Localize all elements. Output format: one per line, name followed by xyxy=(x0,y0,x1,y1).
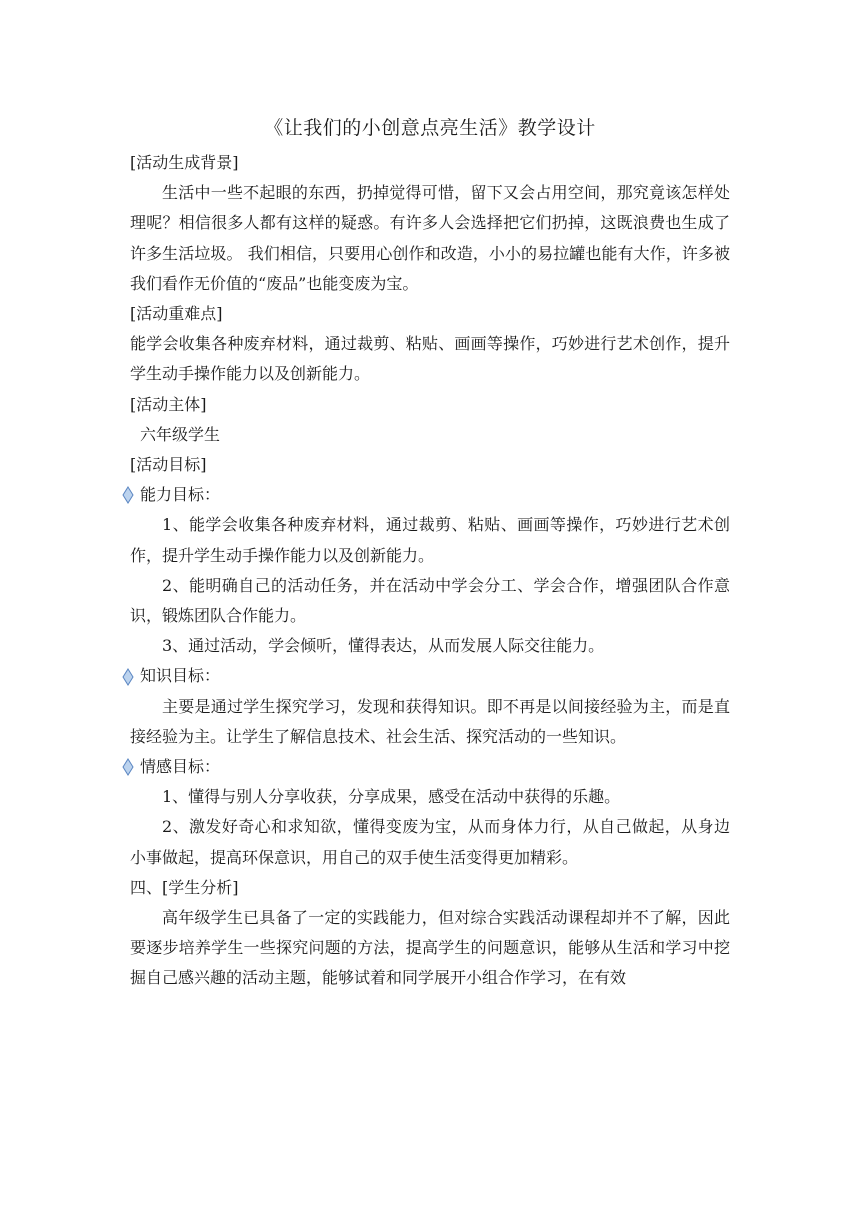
difficulty-heading: [活动重难点] xyxy=(130,304,223,324)
document-body xyxy=(130,114,730,994)
ability-item-2: 2、能明确自己的活动任务，并在活动中学会分工、学会合作，增强团队合作意识，锻炼团队合作能力。 xyxy=(130,575,730,626)
emotion-goal-label: 情感目标： xyxy=(140,757,221,777)
ability-item-3: 3、通过活动，学会倾听，懂得表达，从而发展人际交往能力。 xyxy=(162,636,605,656)
analysis-paragraph: 高年级学生已具备了一定的实践能力，但对综合实践活动课程却并不了解，因此要逐步培养学生一些探究问题的方法，提高学生的问题意识，能够从生活和学习中挖掘自己感兴趣的活动主题，能够试着和同学展开小组合作学习，在有效 xyxy=(130,908,730,988)
analysis-heading: 四、[学生分析] xyxy=(130,877,239,897)
background-paragraph: 生活中一些不起眼的东西，扔掉觉得可惜，留下又会占用空间，那究竟该怎样处理呢？相信很多人都有这样的疑惑。有许多人会选择把它们扔掉，这既浪费也生成了许多生活垃圾。 我们相信，只要用心创作和改造，小小的易拉罐也能有大作，许多被我们看作无价值的“废品”也能变废为宝。 xyxy=(130,183,730,293)
ability-item-1: 1、能学会收集各种废弃材料，通过裁剪、粘贴、画画等操作，巧妙进行艺术创作，提升学生动手操作能力以及创新能力。 xyxy=(130,515,730,565)
ability-goal-row xyxy=(130,480,730,510)
knowledge-paragraph: 主要是通过学生探究学习，发现和获得知识。即不再是以间接经验为主，而是直接经验为主。让学生了解信息技术、社会生活、探究活动的一些知识。 xyxy=(130,696,730,746)
diamond-bullet-icon xyxy=(122,668,134,686)
knowledge-goal-label: 知识目标： xyxy=(140,666,221,686)
subject-heading: [活动主体] xyxy=(130,394,207,414)
knowledge-goal-row xyxy=(130,661,730,691)
difficulty-paragraph: 能学会收集各种废弃材料，通过裁剪、粘贴、画画等操作，巧妙进行艺术创作，提升学生动手操作能力以及创新能力。 xyxy=(130,334,730,384)
diamond-bullet-icon xyxy=(122,486,134,504)
goals-heading: [活动目标] xyxy=(130,455,207,475)
subject-text: 六年级学生 xyxy=(140,424,221,444)
emotion-goal-row xyxy=(130,752,730,782)
emotion-item-2: 2、激发好奇心和求知欲，懂得变废为宝，从而身体力行，从自己做起，从身边小事做起，提高环保意识，用自己的双手使生活变得更加精彩。 xyxy=(130,817,730,867)
document-title: 《让我们的小创意点亮生活》教学设计 xyxy=(264,117,596,139)
diamond-bullet-icon xyxy=(122,758,134,776)
background-heading: [活动生成背景] xyxy=(130,153,239,172)
emotion-item-1: 1、懂得与别人分享收获，分享成果，感受在活动中获得的乐趣。 xyxy=(162,787,621,807)
ability-goal-label: 能力目标： xyxy=(140,485,221,505)
